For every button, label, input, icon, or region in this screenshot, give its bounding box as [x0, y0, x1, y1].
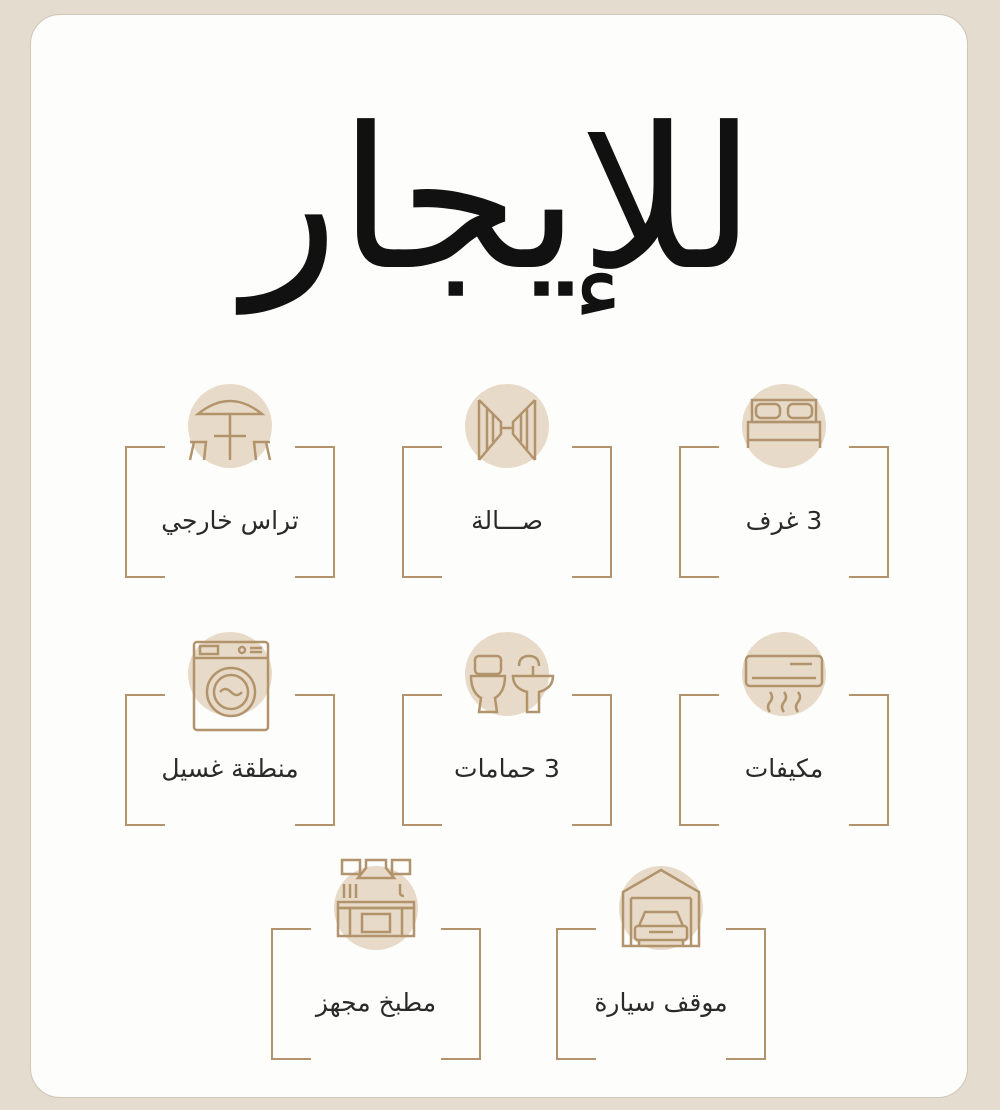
air-conditioner-icon	[734, 634, 834, 724]
feature-terrace	[125, 446, 335, 578]
feature-kitchen	[271, 928, 481, 1060]
feature-air-conditioning	[679, 694, 889, 826]
patio-table-icon	[180, 386, 280, 476]
feature-label: 3 غرف	[745, 506, 823, 535]
feature-label: منطقة غسيل	[161, 754, 299, 783]
feature-label: تراس خارجي	[161, 506, 299, 535]
feature-label: موقف سيارة	[594, 988, 728, 1017]
page-title: للإيجار	[243, 86, 757, 314]
feature-label: مكيفات	[744, 754, 824, 783]
toilet-sink-icon	[457, 634, 557, 724]
garage-car-icon	[611, 868, 711, 958]
washing-machine-icon	[180, 634, 280, 724]
bed-icon	[734, 386, 834, 476]
feature-bathrooms	[402, 694, 612, 826]
feature-bedrooms	[679, 446, 889, 578]
kitchen-icon	[326, 868, 426, 958]
feature-laundry	[125, 694, 335, 826]
feature-label: صـــالة	[471, 506, 543, 535]
feature-hall	[402, 446, 612, 578]
feature-parking	[556, 928, 766, 1060]
feature-label: مطبخ مجهز	[315, 988, 437, 1017]
feature-label: 3 حمامات	[454, 754, 560, 783]
curtains-icon	[457, 386, 557, 476]
